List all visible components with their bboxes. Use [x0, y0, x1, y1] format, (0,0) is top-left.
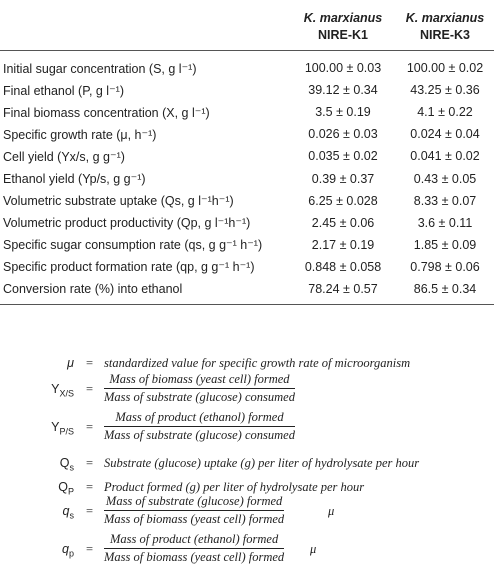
row-k3-value: 43.25 ± 0.36: [410, 83, 480, 98]
table-row: [0, 145, 494, 167]
denominator: Mass of substrate (glucose) consumed: [104, 428, 295, 442]
symbol-yps: $Y_{P/S}$: [51, 420, 74, 437]
table-header: [0, 0, 494, 51]
denominator: Mass of biomass (yeast cell) formed: [104, 512, 285, 526]
symbol-qp: $q_p$: [62, 542, 74, 559]
row-label: Volumetric product productivity (Qp, g l⁻¹h⁻¹): [3, 216, 251, 231]
table-row: [0, 123, 494, 145]
fraction-yxs: [104, 372, 295, 405]
fraction-yps: [104, 410, 295, 443]
row-k3-value: 1.85 ± 0.09: [413, 237, 477, 252]
definition-yps: [0, 410, 494, 442]
definition-qp: [0, 532, 494, 564]
definition-qp-cap-text: Product formed (g) per liter of hydrolysate per hour: [104, 480, 365, 494]
row-label: Initial sugar concentration (S, g l⁻¹): [3, 61, 197, 76]
table-body: [0, 51, 494, 305]
symbol-qp-cap: $Q_P$: [58, 480, 74, 497]
row-k1-value: 39.12 ± 0.34: [308, 83, 378, 98]
row-k1-value: 0.848 ± 0.058: [304, 259, 382, 274]
header-k3-strain: NIRE-K3: [419, 28, 470, 42]
denominator: Mass of biomass (yeast cell) formed: [104, 550, 285, 564]
table-row: [0, 278, 494, 305]
row-k1-value: 0.39 ± 0.37: [311, 171, 375, 186]
header-k1-species: K. marxianus: [303, 11, 383, 25]
header-nire-k1: [290, 0, 396, 51]
row-k3-value: 0.041 ± 0.02: [410, 149, 480, 164]
row-k1-value: 100.00 ± 0.03: [304, 61, 382, 76]
numerator: Mass of substrate (glucose) formed: [104, 494, 284, 511]
table-row: [0, 256, 494, 278]
factor-mu: μ: [328, 504, 335, 518]
row-k3-value: 0.43 ± 0.05: [413, 171, 477, 186]
table-row: [0, 101, 494, 123]
header-k3-species: K. marxianus: [405, 11, 485, 25]
header-parameter: [0, 0, 290, 51]
row-k1-value: 2.17 ± 0.19: [311, 237, 375, 252]
row-k1-value: 2.45 ± 0.06: [311, 215, 375, 230]
symbol-mu: μ: [67, 356, 74, 370]
row-label: Specific growth rate (μ, h⁻¹): [3, 127, 157, 142]
row-label: Final biomass concentration (X, g l⁻¹): [3, 105, 210, 120]
row-label: Cell yield (Yx/s, g g⁻¹): [3, 149, 125, 164]
table-row: [0, 190, 494, 212]
definition-mu-text: standardized value for specific growth rate of microorganism: [104, 356, 411, 370]
row-k3-value: 4.1 ± 0.22: [417, 105, 473, 120]
row-k3-value: 100.00 ± 0.02: [406, 61, 484, 76]
row-k1-value: 0.035 ± 0.02: [308, 149, 378, 164]
table-row: [0, 234, 494, 256]
table-row: [0, 167, 494, 189]
table-row: [0, 51, 494, 80]
row-label: Conversion rate (%) into ethanol: [0, 278, 290, 305]
row-label: Volumetric substrate uptake (Qs, g l⁻¹h⁻¹): [3, 194, 234, 209]
definition-qs-cap-text: Substrate (glucose) uptake (g) per liter of hydrolysate per hour: [104, 456, 420, 470]
equals-sign: =: [86, 420, 94, 434]
equals-sign: =: [86, 480, 94, 494]
equals-sign: =: [86, 456, 94, 470]
equals-sign: =: [86, 542, 94, 556]
numerator: Mass of biomass (yeast cell) formed: [104, 372, 295, 389]
row-k3-value: 3.6 ± 0.11: [417, 215, 473, 230]
factor-mu: μ: [310, 542, 317, 556]
denominator: Mass of substrate (glucose) consumed: [104, 390, 295, 404]
numerator: Mass of product (ethanol) formed: [104, 410, 295, 427]
definition-yxs: [0, 372, 494, 404]
row-k3-value: 8.33 ± 0.07: [413, 193, 477, 208]
row-k3-value: 0.798 ± 0.06: [410, 259, 480, 274]
row-label: Final ethanol (P, g l⁻¹): [3, 83, 125, 98]
equals-sign: =: [86, 356, 94, 370]
symbol-qs: $q_s$: [62, 504, 74, 521]
row-k3-value: 0.024 ± 0.04: [410, 127, 480, 142]
row-k1-value: 3.5 ± 0.19: [315, 105, 371, 120]
table-row: [0, 212, 494, 234]
symbol-yxs: $Y_{X/S}$: [51, 382, 74, 399]
row-label: Specific sugar consumption rate (qs, g g⁻¹ h⁻¹): [3, 238, 263, 253]
fraction-qp: [104, 532, 284, 565]
definition-qs-cap: [0, 456, 494, 480]
row-k3-value: 86.5 ± 0.34: [396, 278, 494, 305]
header-k1-strain: NIRE-K1: [317, 28, 368, 42]
symbol-qs-cap: $Q_s$: [59, 456, 74, 473]
fraction-qs: [104, 494, 284, 527]
header-nire-k3: [396, 0, 494, 51]
equals-sign: =: [86, 504, 94, 518]
table-row: [0, 79, 494, 101]
row-k1-value: 0.026 ± 0.03: [308, 127, 378, 142]
row-k1-value: 78.24 ± 0.57: [290, 278, 396, 305]
row-label: Specific product formation rate (qp, g g⁻¹ h⁻¹): [3, 260, 255, 275]
definition-qs: [0, 494, 494, 526]
row-k1-value: 6.25 ± 0.028: [308, 193, 378, 208]
equals-sign: =: [86, 382, 94, 396]
numerator: Mass of product (ethanol) formed: [104, 532, 284, 549]
row-label: Ethanol yield (Yp/s, g g⁻¹): [3, 172, 146, 187]
